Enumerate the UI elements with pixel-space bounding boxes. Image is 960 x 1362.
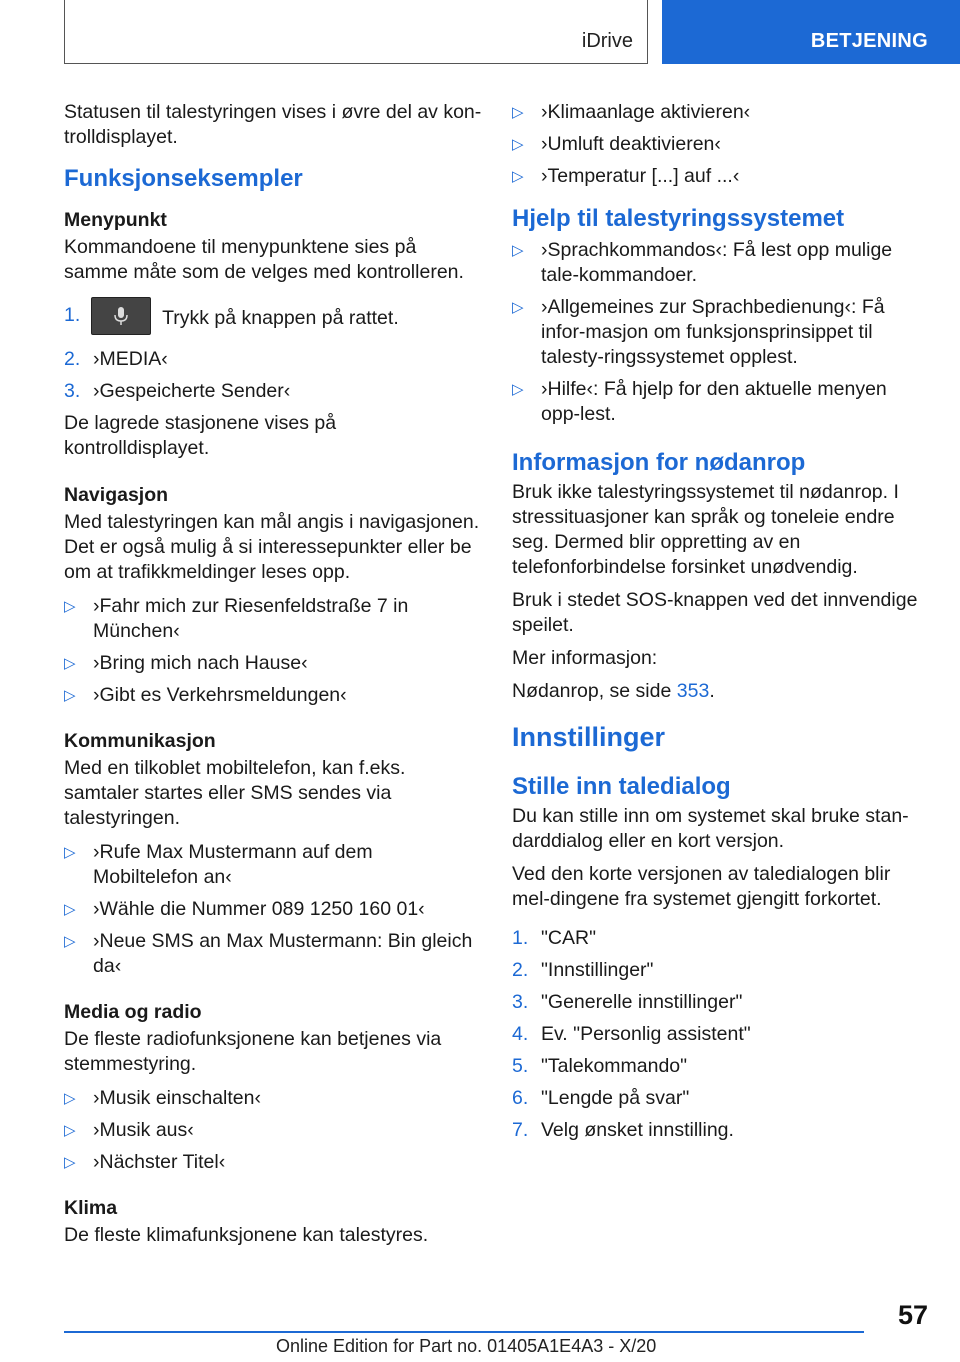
list-item: [64, 379, 482, 404]
example-text: ›Klimaanlage aktivieren‹: [541, 101, 751, 123]
comm-examples: [64, 840, 482, 979]
step-text: Ev. "Personlig assistent": [541, 1023, 751, 1045]
comm-title: Kommunikasjon: [64, 730, 216, 752]
bullet-icon: ▷: [64, 598, 76, 615]
comm-text: Med en tilkoblet mobiltelefon, kan f.eks. samtaler startes eller SMS sendes via talestyringen.: [64, 757, 406, 829]
emergency-text-1: Bruk ikke talestyringssystemet til nødanrop. I stressituasjoner kan språk og toneleie endre seg. Dermed blir oppretting av en telefonforbindelse forsinket unødvendig.: [512, 481, 899, 578]
reference-end: .: [709, 680, 715, 702]
step-text: ›MEDIA‹: [93, 348, 168, 370]
step-text: "CAR": [541, 927, 597, 949]
heading-help: Hjelp til talestyringssystemet: [512, 205, 845, 232]
menu-after-text: De lagrede stasjonene vises på kontrolldisplayet.: [64, 412, 337, 459]
list-item: [64, 594, 482, 644]
step-text: ›Gespeicherte Sender‹: [93, 380, 291, 402]
list-item: [512, 164, 928, 189]
bullet-icon: ▷: [64, 655, 76, 672]
step-number: 1.: [512, 927, 529, 949]
step-number: 1.: [64, 304, 81, 326]
step-text: "Generelle innstillinger": [541, 991, 743, 1013]
example-text: ›Musik aus‹: [93, 1119, 194, 1141]
page-header: [0, 0, 960, 64]
step-number: 3.: [512, 991, 529, 1013]
media-text: De fleste radiofunksjonene kan betjenes via stemmestyring.: [64, 1028, 442, 1075]
list-item: [64, 683, 482, 708]
list-item: [512, 990, 928, 1015]
bullet-icon: ▷: [64, 687, 76, 704]
list-item: [512, 132, 928, 157]
list-item: [512, 1086, 928, 1111]
step-number: 3.: [64, 380, 81, 402]
bullet-icon: ▷: [64, 1122, 76, 1139]
list-item: [512, 377, 928, 427]
step-number: 5.: [512, 1055, 529, 1077]
example-text: ›Temperatur [...] auf ...‹: [541, 165, 740, 187]
example-text: ›Umluft deaktivieren‹: [541, 133, 721, 155]
list-item: [512, 1054, 928, 1079]
climate-title: Klima: [64, 1197, 118, 1219]
heading-dialog: Stille inn taledialog: [512, 773, 731, 800]
settings-steps: [512, 926, 928, 1143]
help-commands: [512, 238, 928, 427]
header-section-tab: [64, 0, 648, 64]
header-section-label: iDrive: [581, 30, 633, 52]
list-item: [64, 1150, 482, 1175]
list-item: [512, 295, 928, 370]
list-item: [512, 1118, 928, 1143]
media-title: Media og radio: [64, 1001, 202, 1023]
example-text: ›Gibt es Verkehrsmeldungen‹: [93, 684, 347, 706]
step-number: 2.: [512, 959, 529, 981]
reference-text: Nødanrop, se side: [512, 680, 677, 702]
header-chapter-tab: [662, 0, 960, 64]
nav-text: Med talestyringen kan mål angis i navigasjonen. Det er også mulig å si interessepunkter eller be om at trafikkmeldinger leses opp.: [64, 511, 480, 583]
example-text: ›Musik einschalten‹: [93, 1087, 261, 1109]
bullet-icon: ▷: [512, 299, 524, 316]
nav-title: Navigasjon: [64, 484, 169, 506]
step-text: Trykk på knappen på rattet.: [162, 307, 399, 330]
climate-text: De fleste klimafunksjonene kan talestyres.: [64, 1224, 429, 1246]
intro-text: Statusen til talestyringen vises i øvre del av kon-trolldisplayet.: [64, 101, 482, 148]
left-column: [64, 100, 482, 1256]
emergency-text-2: Bruk i stedet SOS-knappen ved det innvendige speilet.: [512, 589, 918, 636]
media-examples: [64, 1086, 482, 1175]
heading-emergency: Informasjon for nødanrop: [512, 449, 806, 476]
menu-text: Kommandoene til menypunktene sies på samme måte som de velges med kontrolleren.: [64, 236, 464, 283]
bullet-icon: ▷: [512, 242, 524, 259]
list-item: [64, 1086, 482, 1111]
example-text: ›Neue SMS an Max Mustermann: Bin gleich da‹: [93, 930, 473, 977]
dialog-text-1: Du kan stille inn om systemet skal bruke stan-darddialog eller en kort versjon.: [512, 805, 909, 852]
example-text: ›Sprachkommandos‹: Få lest opp mulige tale-kommandoer.: [541, 239, 893, 286]
example-text: ›Fahr mich zur Riesenfeldstraße 7 in München‹: [93, 595, 409, 642]
example-text: ›Wähle die Nummer 089 1250 160 01‹: [93, 898, 425, 920]
page-reference: [512, 679, 928, 704]
heading-examples: Funksjonseksempler: [64, 165, 303, 192]
list-item: [64, 840, 482, 890]
heading-settings: Innstillinger: [512, 722, 666, 752]
step-number: 6.: [512, 1087, 529, 1109]
bullet-icon: ▷: [64, 1154, 76, 1171]
dialog-text-2: Ved den korte versjonen av taledialogen blir mel-dingene fra systemet gjengitt forkortet.: [512, 863, 891, 910]
list-item: [512, 238, 928, 288]
step-number: 2.: [64, 348, 81, 370]
example-text: ›Bring mich nach Hause‹: [93, 652, 308, 674]
example-text: ›Nächster Titel‹: [93, 1151, 226, 1173]
nav-examples: [64, 594, 482, 708]
example-text: ›Hilfe‹: Få hjelp for den aktuelle menyen opp-lest.: [541, 378, 887, 425]
footer-divider: [64, 1331, 864, 1333]
step-number: 7.: [512, 1119, 529, 1141]
bullet-icon: ▷: [512, 168, 524, 185]
bullet-icon: ▷: [512, 381, 524, 398]
step-text: "Innstillinger": [541, 959, 654, 981]
list-item: [512, 958, 928, 983]
voice-button-icon: [91, 297, 151, 335]
bullet-icon: ▷: [512, 136, 524, 153]
bullet-icon: ▷: [512, 104, 524, 121]
menu-steps: [64, 303, 482, 404]
bullet-icon: ▷: [64, 844, 76, 861]
list-item: [64, 303, 482, 335]
list-item: [64, 1118, 482, 1143]
menu-title: Menypunkt: [64, 209, 167, 231]
page-number: 57: [897, 1300, 928, 1330]
step-text: "Lengde på svar": [541, 1087, 690, 1109]
climate-examples: [512, 100, 928, 189]
list-item: [512, 926, 928, 951]
list-item: [64, 929, 482, 979]
example-text: ›Rufe Max Mustermann auf dem Mobiltelefon an‹: [93, 841, 373, 888]
step-text: "Talekommando": [541, 1055, 688, 1077]
page-link[interactable]: 353: [676, 680, 710, 702]
bullet-icon: ▷: [64, 933, 76, 950]
bullet-icon: ▷: [64, 901, 76, 918]
step-number: 4.: [512, 1023, 529, 1045]
list-item: [64, 897, 482, 922]
right-column: [512, 100, 928, 1150]
bullet-icon: ▷: [64, 1090, 76, 1107]
microphone-icon: [113, 306, 129, 326]
header-chapter-label: BETJENING: [810, 30, 928, 52]
more-info-label: Mer informasjon:: [512, 647, 658, 669]
list-item: [64, 651, 482, 676]
list-item: [512, 1022, 928, 1047]
list-item: [64, 347, 482, 372]
edition-text: Online Edition for Part no. 01405A1E4A3 - X/20: [276, 1336, 657, 1356]
example-text: ›Allgemeines zur Sprachbedienung‹: Få infor-masjon om funksjonsprinsippet til talesty-ringssystemet opplest.: [541, 296, 885, 368]
step-text: Velg ønsket innstilling.: [541, 1119, 734, 1141]
list-item: [512, 100, 928, 125]
